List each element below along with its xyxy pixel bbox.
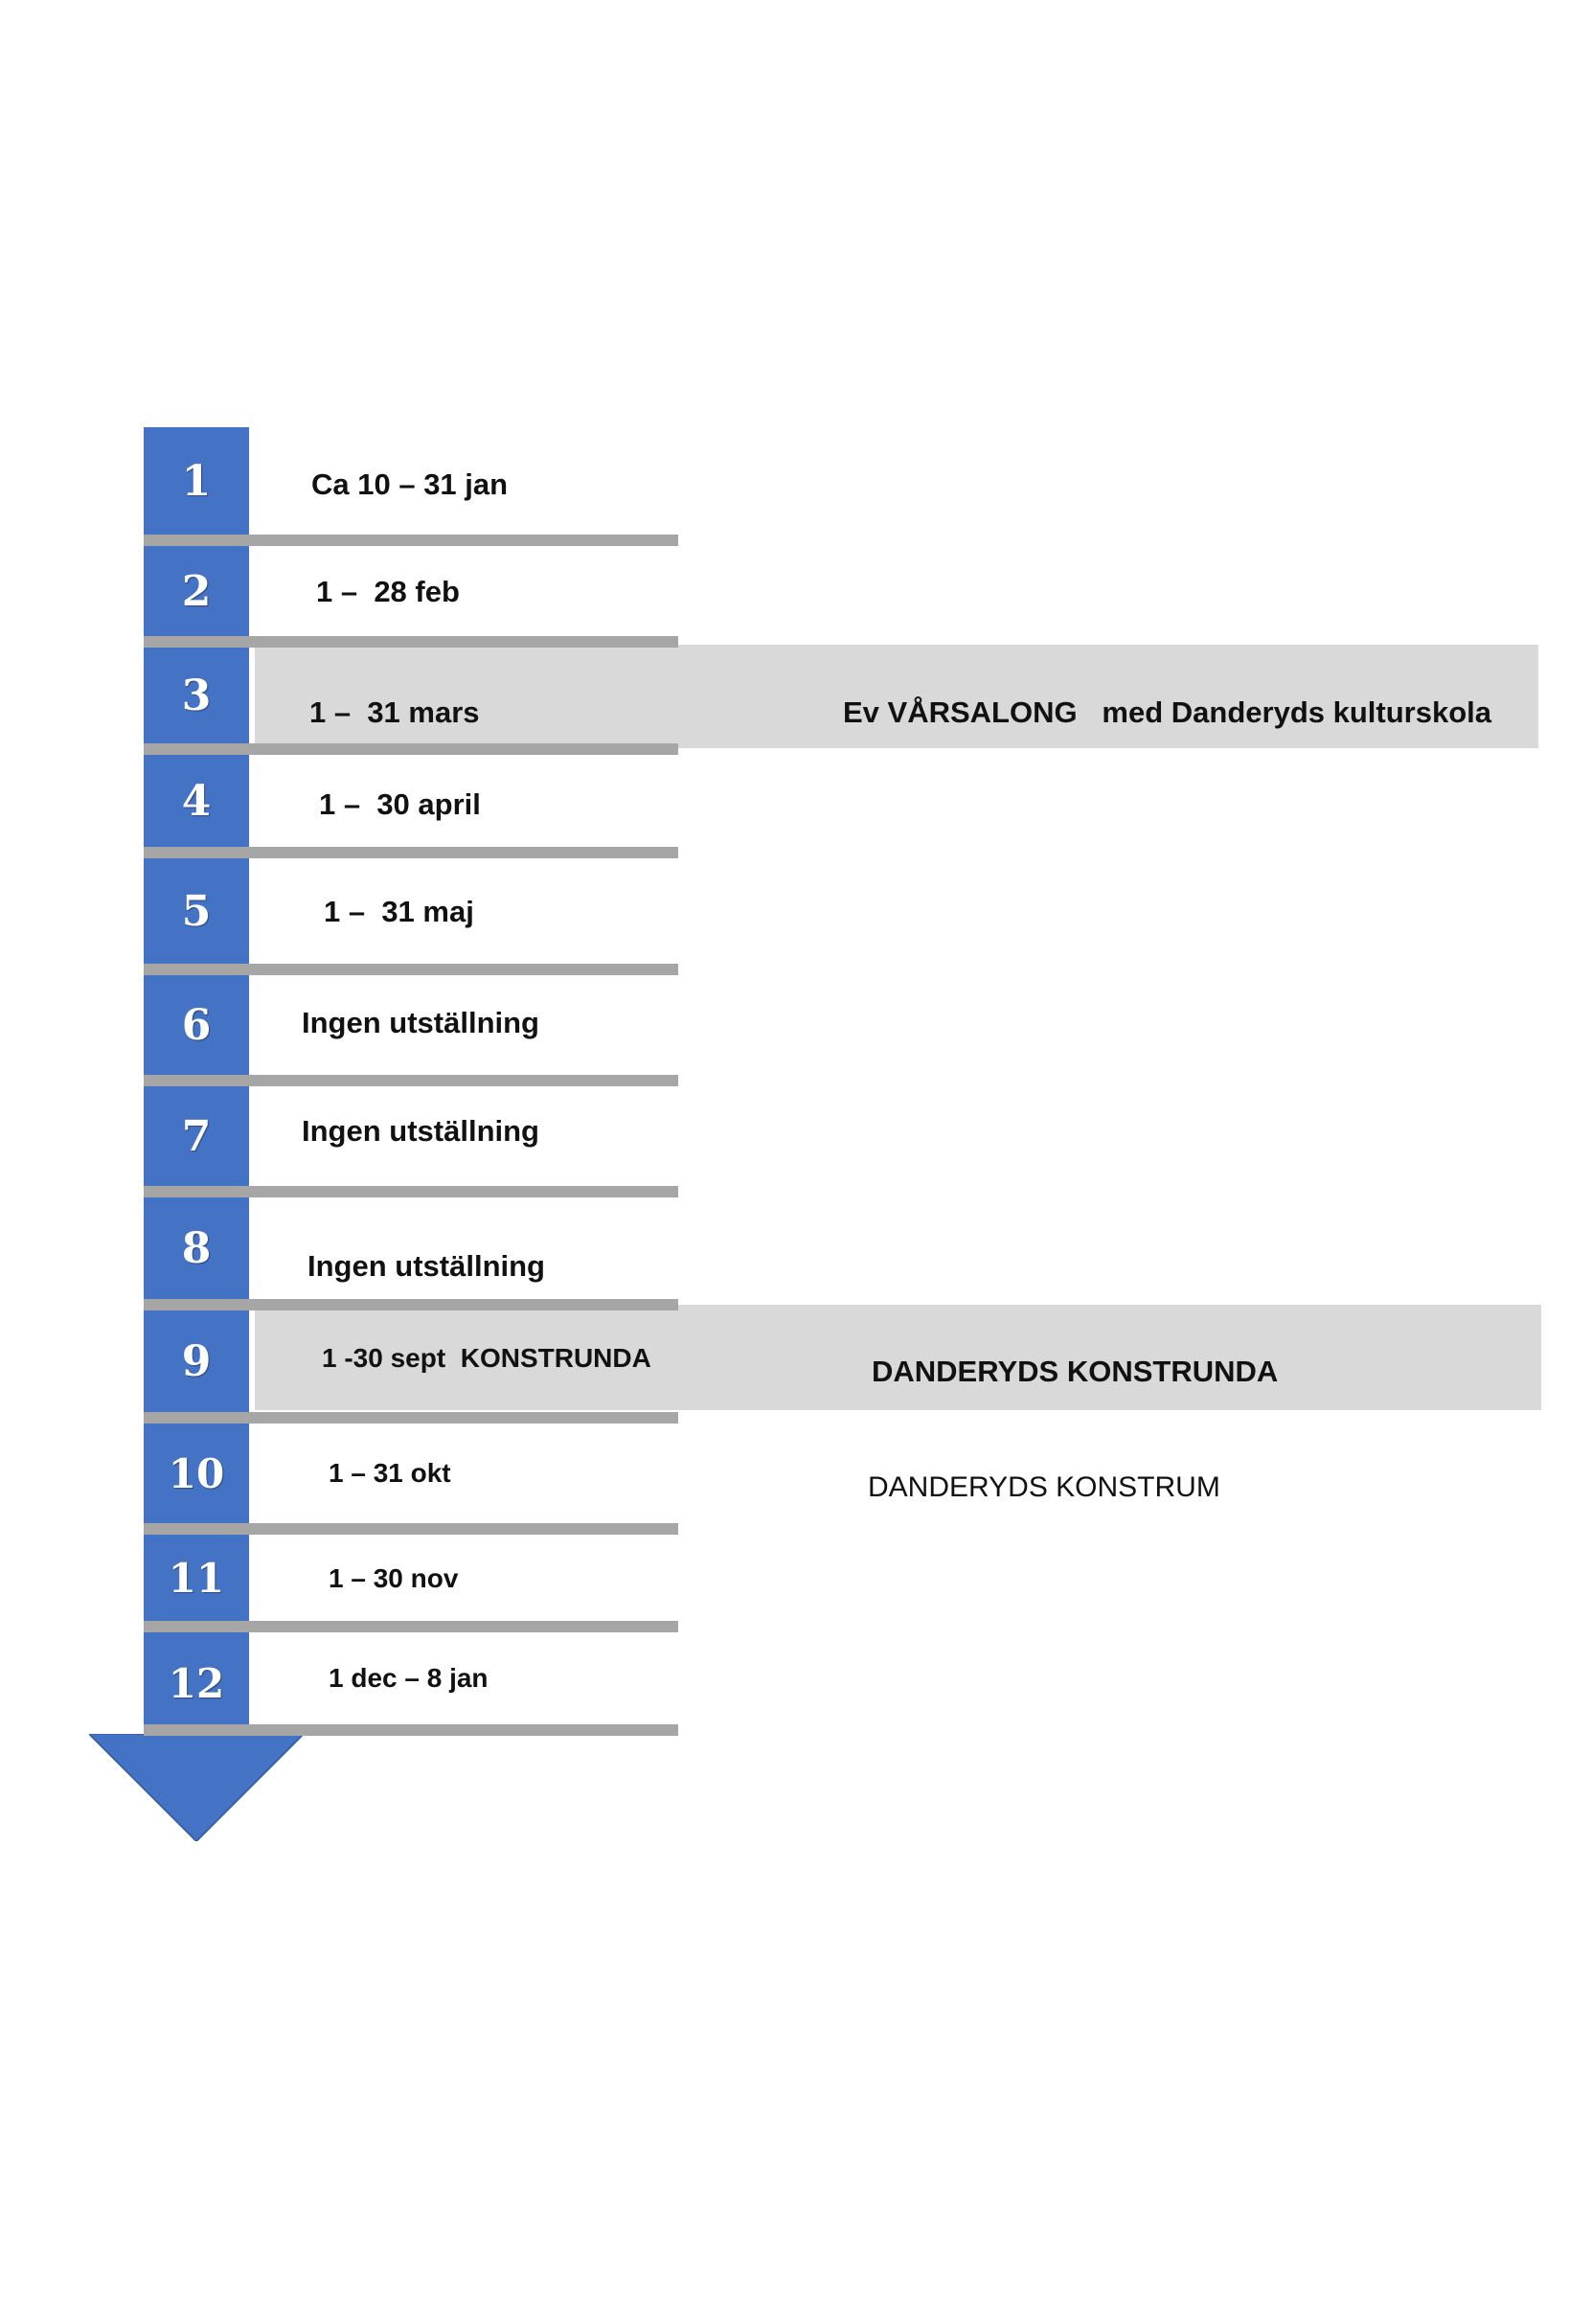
divider-4 [144,847,678,858]
month-period-2: 1 – 28 feb [316,575,460,608]
divider-8 [144,1299,678,1310]
divider-1 [144,535,678,546]
down-arrow-icon [89,1734,304,1841]
event-konstrunda: DANDERYDS KONSTRUNDA [872,1355,1279,1388]
month-period-5: 1 – 31 maj [324,895,474,928]
month-number-5: 5 [144,858,249,964]
month-number-9: 9 [144,1310,249,1412]
divider-9 [144,1412,678,1424]
month-number-12: 12 [144,1632,249,1734]
month-number-6: 6 [144,975,249,1075]
divider-10 [144,1523,678,1535]
month-number-3: 3 [144,648,249,743]
month-number-2: 2 [144,546,249,636]
divider-11 [144,1621,678,1632]
month-period-3: 1 – 31 mars [309,695,480,729]
month-number-10: 10 [144,1424,249,1523]
month-period-9: 1 -30 sept KONSTRUNDA [322,1343,651,1373]
divider-7 [144,1186,678,1197]
month-period-8: Ingen utställning [307,1249,545,1283]
month-number-11: 11 [144,1535,249,1621]
month-period-1: Ca 10 – 31 jan [311,467,509,501]
month-period-12: 1 dec – 8 jan [329,1663,489,1693]
month-number-7: 7 [144,1086,249,1186]
month-number-4: 4 [144,755,249,847]
month-period-11: 1 – 30 nov [329,1563,459,1593]
divider-2 [144,636,678,648]
month-period-7: Ingen utställning [302,1114,539,1148]
event-konstrum: DANDERYDS KONSTRUM [868,1471,1220,1503]
month-period-10: 1 – 31 okt [329,1458,451,1488]
divider-3 [144,743,678,755]
divider-6 [144,1075,678,1086]
divider-12 [144,1724,678,1736]
event-varsalong: Ev VÅRSALONG med Danderyds kulturskola [843,695,1492,729]
month-period-6: Ingen utställning [302,1006,539,1039]
month-number-1: 1 [144,427,249,535]
month-number-8: 8 [144,1197,249,1299]
divider-5 [144,964,678,975]
month-period-4: 1 – 30 april [319,787,481,821]
